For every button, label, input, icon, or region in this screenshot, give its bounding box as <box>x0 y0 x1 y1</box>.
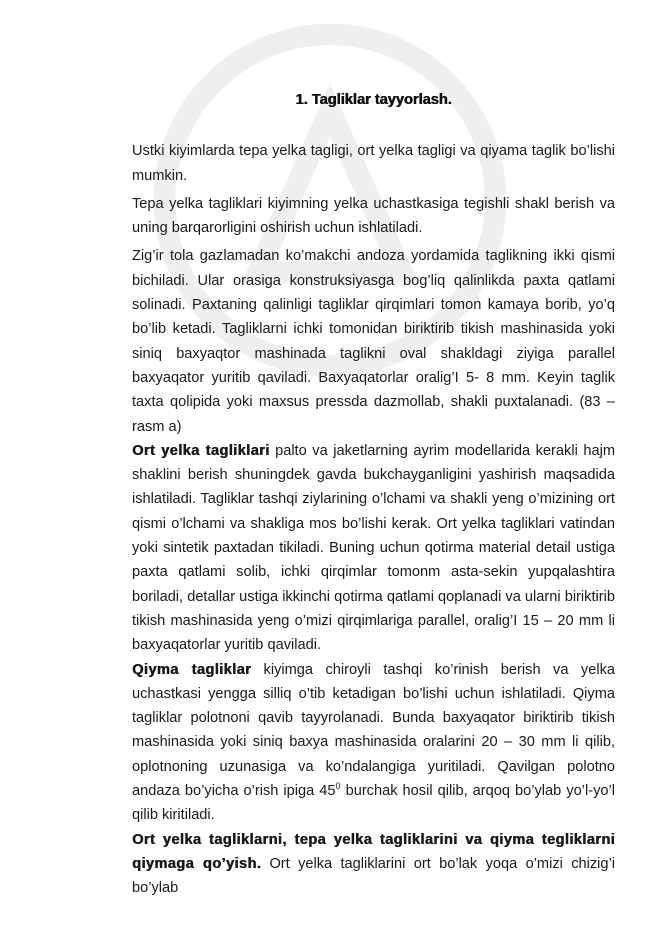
paragraph-1-text: Ustki kiyimlarda tepa yelka tagligi, ort yelka tagligi va qiyama taglik bo’lishi mumkin. <box>132 143 615 184</box>
paragraph-4-text: palto va jaketlarning ayrim modellarida kerakli hajm shaklini berish shuningdek gavda bukchayganligini yashirish maqsadida ishlatiladi. Tagliklar tashqi ziylarining o’lchami va shakli yeng o’mizining ort qismi o’lchami va shakliga mos bo’lishi kerak. Ort yelka tagliklari vatindan yoki sintetik paxtadan tikiladi. Buning uchun qotirma material detail ustiga paxta qatlami solib, ichki qirqimlar tomonm asta-sekin yupqalashtira boriladi, detallar ustiga ikkinchi qotirma qatlami qoplanadi va ularni biriktirib tikish mashinasida yeng o’mizi qirqimlariga parallel, oralig’I 15 – 20 mm li baxyaqatorlar yuritib qaviladi. <box>132 442 615 654</box>
paragraph-5-end: burchak hosil qilib, arqoq bo’ylab yo’l-yo’l qilib kiritiladi. <box>132 783 615 824</box>
paragraph-5-text: kiyimga chiroyli tashqi ko’rinish berish va yelka uchastkasi yengga silliq o’tib ketadigan bo’lishi uchun ishlatiladi. Qiyma tagliklar polotnoni qavib tayyrolanadi. Bunda baxyaqator biriktirib tikish mashinasida yoki siniq baxya mashinasida oralarini 20 – 30 mm li qilib, oplotnoning uzunasiga va ko’ndalangiga yuritiladi. Qavilgan polotno andaza bo’yicha o’rish ipiga 45 <box>132 661 615 800</box>
paragraph-6-keyword: Ort yelka tagliklarni, tepa yelka tagliklarini va qiyma tegliklarni qiymaga qo’yish. <box>132 831 615 872</box>
section-title: 1. Tagliklar tayyorlash. <box>295 92 452 108</box>
paragraph-6-text: Ort yelka tagliklarini ort bo’lak yoqa o’mizi chizig’i bo’ylab <box>132 855 616 897</box>
paragraph-1 <box>132 139 615 188</box>
paragraph-3-text: Zig’ir tola gazlamadan ko’makchi andoza yordamida taglikning ikki qismi bichiladi. Ular orasiga konstruksiyasga bog’liq qalinlikda paxta qatlami solinadi. Paxtaning qalinligi tagliklar qirqimlari tomon kamaya borib, yo’q bo’lib ketadi. Tagliklarni ichki tomonidan biriktirib tikish mashinasida yoki siniq baxyaqtor mashinada taglikni oval shakldagi ziyiga parallel baxyaqator yuritib qaviladi. Baxyaqatorlar oralig’I 5- 8 mm. Keyin taglik taxta qolipida yoki maxsus pressda dazmollab, shakli puxtalanadi. (83 – rasm a) <box>132 248 615 435</box>
paragraph-5-keyword: Qiyma tagliklar <box>132 661 252 678</box>
paragraph-6 <box>132 828 615 901</box>
paragraph-4 <box>132 439 615 658</box>
paragraph-3 <box>132 244 615 438</box>
paragraph-2 <box>132 192 615 241</box>
document-page <box>132 88 615 901</box>
paragraph-5 <box>132 658 615 828</box>
paragraph-2-text: Tepa yelka tagliklari kiyimning yelka uchastkasiga tegishli shakl berish va uning barqarorligini oshirish uchun ishlatiladi. <box>132 195 615 237</box>
paragraph-4-keyword: Ort yelka tagliklari <box>132 442 270 459</box>
degree-superscript: 0 <box>335 781 341 792</box>
